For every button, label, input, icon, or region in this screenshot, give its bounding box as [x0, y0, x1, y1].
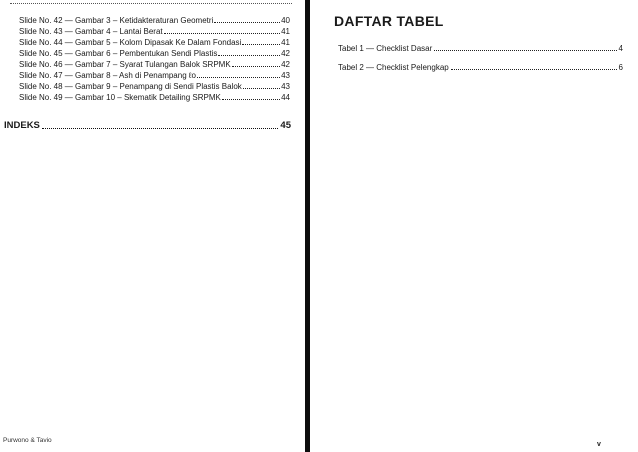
- toc-entry-page: 41: [281, 38, 290, 47]
- toc-entry-page: 42: [281, 60, 290, 69]
- leader-dots: [242, 44, 280, 45]
- table-entry-page: 4: [618, 44, 623, 53]
- toc-entry-label: Slide No. 43 — Gambar 4 – Lantai Berat: [19, 27, 163, 36]
- leader-dots: [214, 22, 280, 23]
- leader-dots: [197, 77, 280, 78]
- toc-entry[interactable]: [19, 70, 290, 81]
- toc-entry-page: 42: [281, 49, 290, 58]
- toc-entry[interactable]: [19, 59, 290, 70]
- right-page: [314, 0, 638, 452]
- left-page: [0, 0, 306, 452]
- toc-entry-label: Slide No. 46 — Gambar 7 – Syarat Tulangan Balok SRPMK: [19, 60, 231, 69]
- toc-entry-page: 44: [281, 93, 290, 102]
- page-title: DAFTAR TABEL: [334, 13, 444, 29]
- toc-entry-label: Slide No. 44 — Gambar 5 – Kolom Dipasak Ke Dalam Fondasi: [19, 38, 242, 47]
- footer-authors: Purwono & Tavio: [3, 437, 52, 444]
- toc-entry[interactable]: [19, 92, 290, 103]
- toc-entry[interactable]: [19, 37, 290, 48]
- table-list-entry[interactable]: [338, 43, 623, 54]
- toc-entry-page: 40: [281, 16, 290, 25]
- toc-entry-label: Slide No. 47 — Gambar 8 – Ash di Penampang ℓo: [19, 71, 196, 80]
- book-spine: [305, 0, 310, 452]
- table-entry-page: 6: [618, 63, 623, 72]
- toc-entry[interactable]: [19, 81, 290, 92]
- index-label: INDEKS: [4, 120, 40, 131]
- toc-entry-label: Slide No. 45 — Gambar 6 – Pembentukan Sendi Plastis: [19, 49, 218, 58]
- page-number: v: [597, 441, 601, 448]
- leader-dots: [434, 50, 616, 51]
- toc-entry-label: Slide No. 49 — Gambar 10 – Skematik Detailing SRPMK: [19, 93, 221, 102]
- leader-dots: [232, 66, 280, 67]
- leader-dots: [243, 88, 280, 89]
- toc-entry[interactable]: [19, 26, 290, 37]
- table-list-entry[interactable]: [338, 62, 623, 73]
- toc-entry-label: Slide No. 48 — Gambar 9 – Penampang di Sendi Plastis Balok: [19, 82, 242, 91]
- leader-dots: [218, 55, 280, 56]
- leader-dots: [164, 33, 280, 34]
- toc-entry-label: Slide No. 42 — Gambar 3 – Ketidakteraturan Geometri: [19, 16, 214, 25]
- toc-entry-page: 41: [281, 27, 290, 36]
- toc-entry-page: 43: [281, 71, 290, 80]
- toc-entry-page: 43: [281, 82, 290, 91]
- table-entry-label: Tabel 2 — Checklist Pelengkap: [338, 63, 449, 72]
- toc-entry[interactable]: [19, 15, 290, 26]
- toc-entry[interactable]: [19, 48, 290, 59]
- index-page: 45: [280, 120, 291, 131]
- leader-dots: [222, 99, 280, 100]
- table-entry-label: Tabel 1 — Checklist Dasar: [338, 44, 433, 53]
- top-header-cut: [10, 0, 292, 4]
- leader-dots: [42, 128, 279, 129]
- leader-dots: [451, 69, 617, 70]
- index-entry[interactable]: [4, 120, 291, 132]
